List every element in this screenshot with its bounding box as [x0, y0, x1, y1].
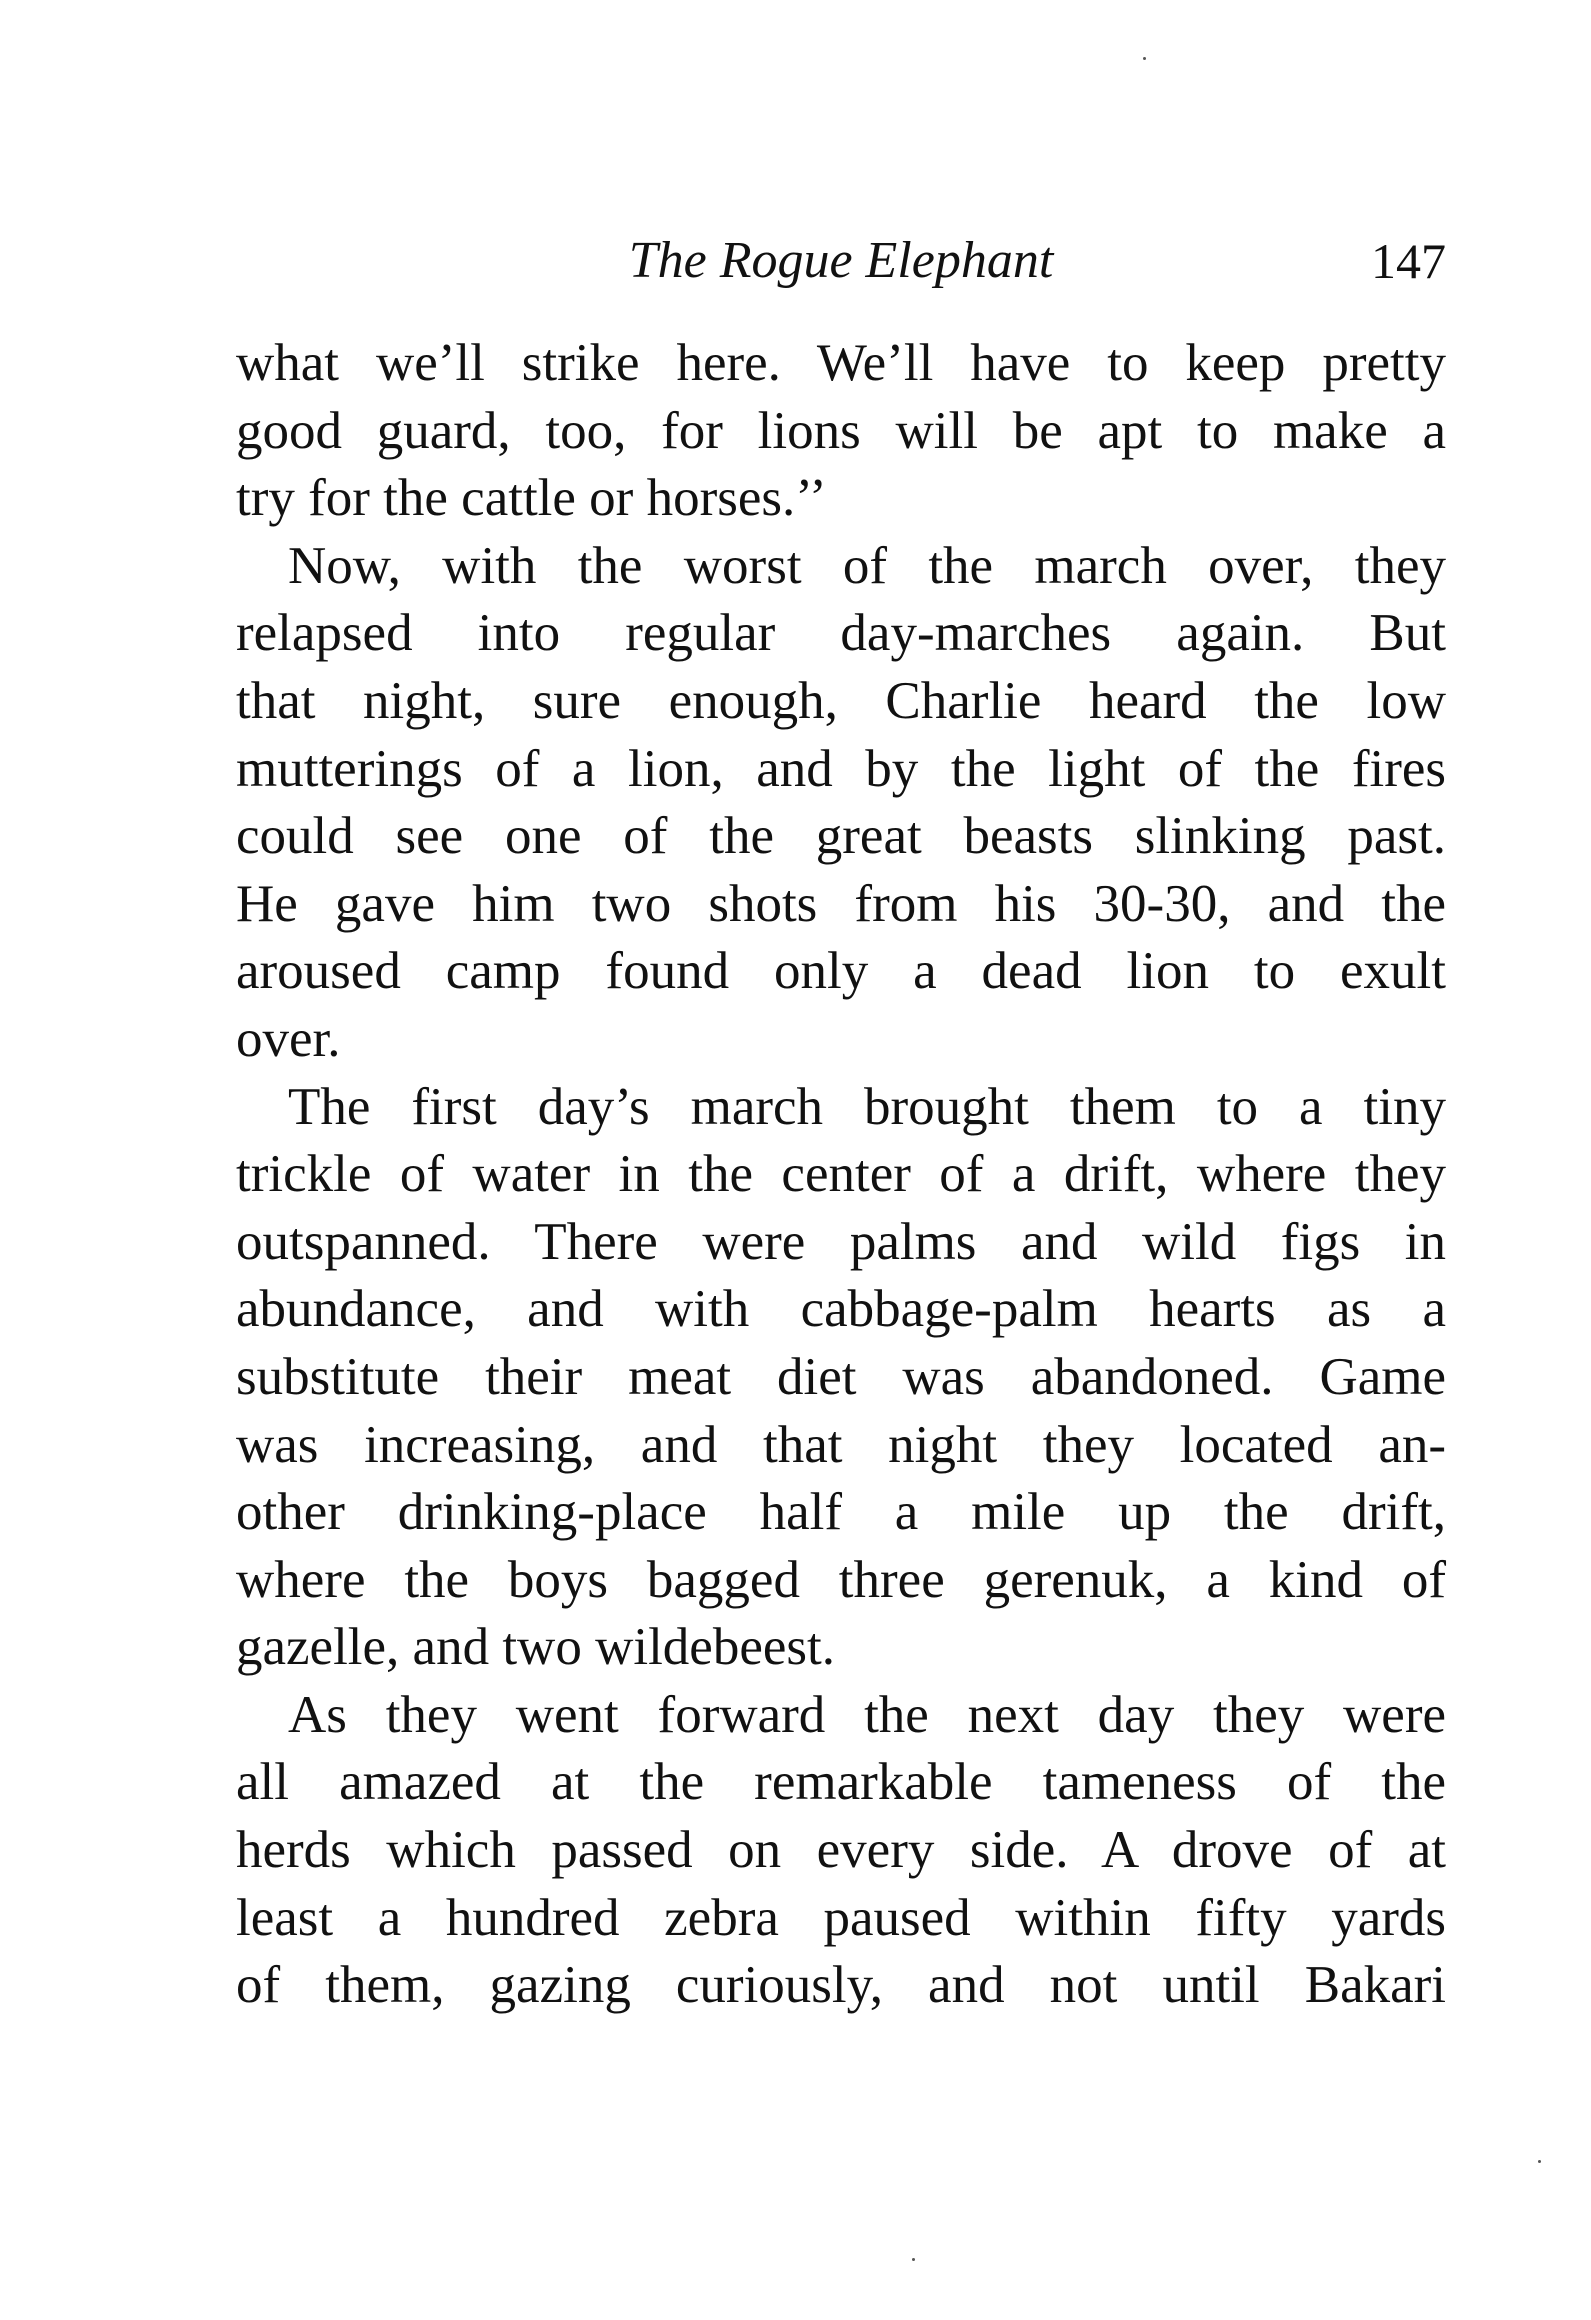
text-line: abundance, and with cabbage-palm hearts as a	[236, 1280, 1446, 1339]
paragraph-1	[236, 330, 1446, 533]
text-line: over.	[236, 1009, 341, 1068]
running-head	[236, 226, 1446, 296]
text-line: gazelle, and two wildebeest.	[236, 1618, 835, 1677]
text-line: least a hundred zebra paused within fifty yards	[236, 1888, 1446, 1947]
scan-speck	[1538, 2160, 1541, 2163]
text-line: He gave him two shots from his 30-30, and the	[236, 874, 1446, 933]
text-line: trickle of water in the center of a drift, where they	[236, 1145, 1446, 1204]
text-line: relapsed into regular day-marches again. But	[236, 604, 1446, 663]
text-line: what we’ll strike here. We’ll have to keep pretty	[236, 334, 1446, 392]
text-line: Now, with the worst of the march over, they	[288, 536, 1446, 595]
text-line: that night, sure enough, Charlie heard the low	[236, 671, 1446, 730]
text-line: herds which passed on every side. A drove of at	[236, 1821, 1446, 1880]
text-line: was increasing, and that night they located an-	[236, 1415, 1446, 1474]
paragraph-3	[236, 1074, 1446, 1682]
paragraph-2	[236, 533, 1446, 1074]
scan-speck	[912, 2258, 915, 2261]
text-line: The first day’s march brought them to a tiny	[288, 1077, 1446, 1136]
page-number: 147	[1371, 233, 1446, 289]
text-line: of them, gazing curiously, and not until Bakari	[236, 1956, 1446, 2015]
text-line: aroused camp found only a dead lion to exult	[236, 942, 1446, 1001]
text-line: where the boys bagged three gerenuk, a kind of	[236, 1550, 1446, 1609]
text-line: As they went forward the next day they were	[288, 1685, 1446, 1744]
running-title: The Rogue Elephant	[628, 232, 1054, 289]
text-line: other drinking-place half a mile up the drift,	[236, 1483, 1446, 1542]
text-line: good guard, too, for lions will be apt to make a	[236, 401, 1446, 460]
text-line: all amazed at the remarkable tameness of the	[236, 1753, 1446, 1812]
scan-speck	[1143, 57, 1146, 60]
text-line: try for the cattle or horses.’’	[236, 469, 827, 528]
text-line: outspanned. There were palms and wild figs in	[236, 1212, 1446, 1271]
text-line: substitute their meat diet was abandoned. Game	[236, 1347, 1446, 1406]
text-line: could see one of the great beasts slinking past.	[236, 807, 1446, 866]
paragraph-4	[236, 1682, 1446, 2020]
text-line: mutterings of a lion, and by the light of the fires	[236, 739, 1446, 798]
body-text	[236, 330, 1446, 2020]
